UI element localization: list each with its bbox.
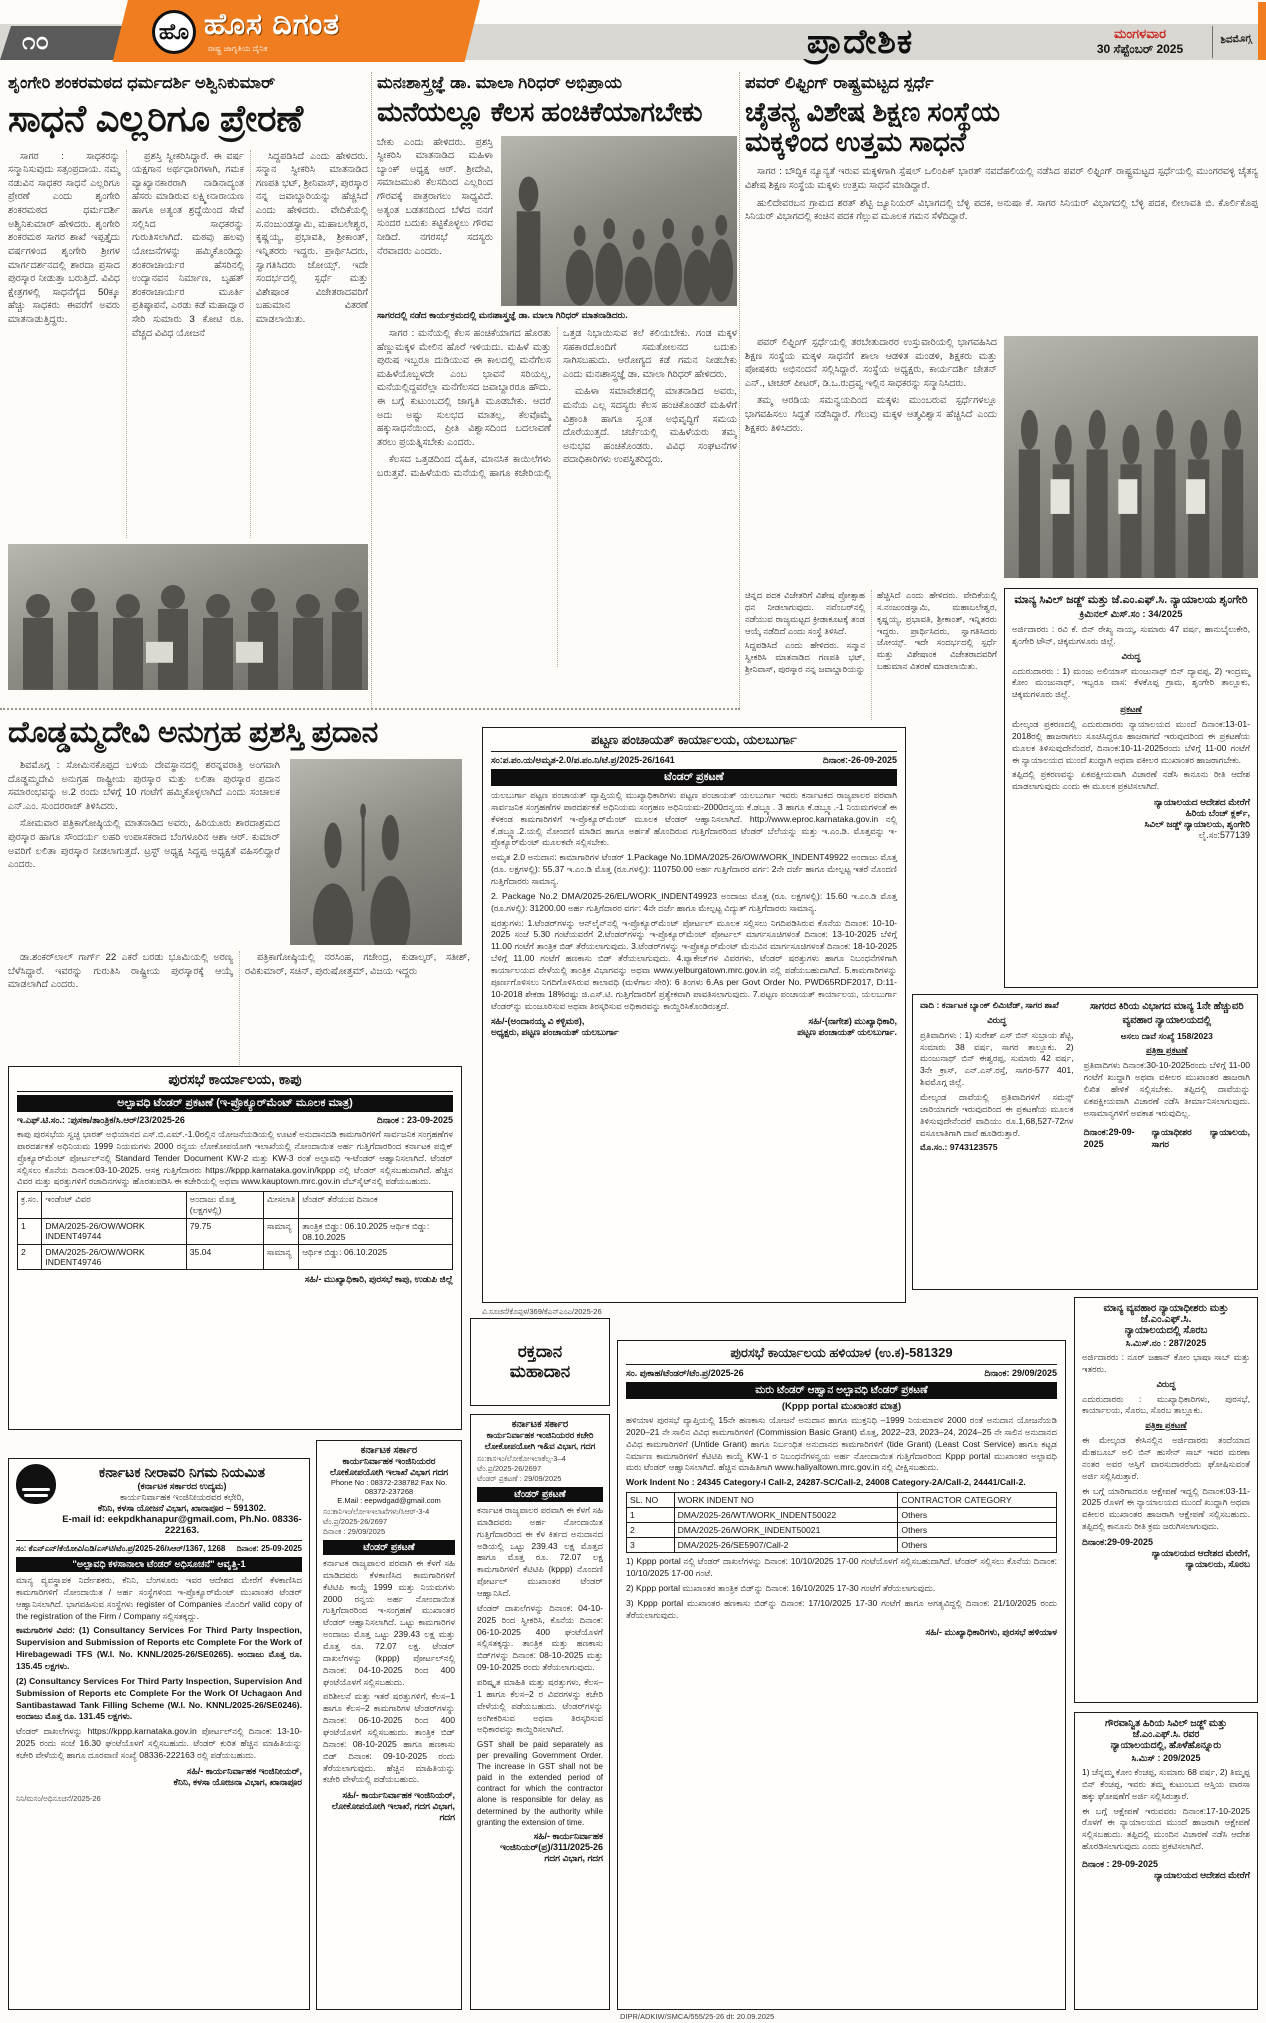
paragraph: ತಮ್ಮ ಆರಡಿಯ ಸಮನ್ವಯದಿಂದ ಮಕ್ಕಳು ಮುಂಬರುವ ಸ್ಪರ್ಧೆಗಳಲ್ಲೂ ಭಾಗವಹಿಸಲು ಸಿದ್ಧತೆ ನಡೆಸಿದ್ದಾರೆ. ಗೆಲುವು ಮಕ್ಕಳ ಆತ್ಮವಿಶ್ವಾಸ ಹೆಚ್ಚಿಸಿದೆ ಎಂದು ಶಿಕ್ಷಕರು ತಿಳಿಸಿದರು. <box>745 395 997 434</box>
column-rule <box>739 72 740 708</box>
tender-paragraph: ಯಲಬುರ್ಗಾ ಪಟ್ಟಣ ಪಂಚಾಯತ್ ವ್ಯಾಪ್ತಿಯಲ್ಲಿ ಮುಖ್ಯಾಧಿಕಾರಿಗಳು ಪಟ್ಟಣ ಪಂಚಾಯತ್ ಯಲಬುರ್ಗಾ ಇವರು ಕರ್ನಾಟಕದ ರಾಜ್ಯಪಾಲರ ಪರವಾಗಿ ಸಾರ್ವಜನಿಕ ಸಂಗ್ರಹಣೆಗಳ ಪಾರದರ್ಶಕತೆ ಅಧಿನಿಯಮ ಸಂಗ್ರಹಣ ಅಧಿನಿಯಮ-2000ದನ್ವಯ ಕೆ.ಡಬ್ಲ್ಯೂ. 3 ಹಾಗೂ ಕೆ.ಡಬ್ಲ್ಯೂ.-1 ನಿಯಮಗಳಂತೆ ಈ ಕೆಳಕಂಡ ಕಾಮಗಾರಿಗಳಿಗೆ ಇ-ಪ್ರೊಕ್ಯೂರ್‌ಮೆಂಟ್ ಮೂಲಕ ಟೆಂಡರ್ ಆಹ್ವಾನಿಸಲಾಗಿದೆ. http://www.eproc.karnataka.gov.in ನಲ್ಲಿ ಕೆ.ಡಬ್ಲ್ಯೂ.2.ಯಲ್ಲಿ ನೋಂದಣಿ ಮಾಡಿದ ಹಾಗೂ ಅರ್ಹತೆ ಹೊಂದಿರುವ ಗುತ್ತಿಗೆದಾರರಿಂದ ಟೆಂಡರ್ ಬೆಲೆಯನ್ನು ಮತ್ತು ಇ.ಎಂ.ಡಿ. ಮೊತ್ತವನ್ನು ಇ-ಪ್ರೊಕ್ಯೂರ್‌ಮೆಂಟ್ ಮೂಲಕವೇ ಸಲ್ಲಿಸಬೇಕು. <box>491 790 897 848</box>
tender-office: ಪಟ್ಟಣ ಪಂಚಾಯತ್ ಕಾರ್ಯಾಲಯ, ಯಲಬುರ್ಗಾ <box>491 732 897 752</box>
notice-vs: ವಿರುದ್ಧ <box>987 1014 1007 1025</box>
tender-signature: ಸಹಿ/- ಕಾರ್ಯನಿರ್ವಾಹಕ ಇಂಜಿನೀಯರ್, <box>186 1765 302 1776</box>
tender-note: 1) Kppp portal ನಲ್ಲಿ ಟೆಂಡರ್ ದಾಖಲೆಗಳನ್ನು ದಿನಾಂಕ: 10/10/2025 17-00 ಗಂಟೆಯೊಳಗೆ ಸಲ್ಲಿಸಬಹುದಾಗಿದೆ. ಟೆಂಡರ್ ಸಲ್ಲಿಸಲು ಕೊನೆಯ ದಿನಾಂಕ: 10/10/2025 17-00 ಗಂಟೆ. <box>626 1556 1057 1579</box>
tender-bar: ಮರು ಟೆಂಡರ್ ಆಹ್ವಾನ ಅಲ್ಪಾವಧಿ ಟೆಂಡರ್ ಪ್ರಕಟಣೆ <box>626 1382 1057 1399</box>
tender-paragraph: ಪರಿಷ್ಕೃತ ಮಾಹಿತಿ ಮತ್ತು ಷರತ್ತುಗಳು, ಕೆಲಸ–1 ಹಾಗೂ ಕೆಲಸ–2 ರ ವಿವರಗಳನ್ನು ಕಚೇರಿ ವೇಳೆಯಲ್ಲಿ ಪಡೆಯಬಹುದು. ಟೆಂಡರ್‌ಗಳನ್ನು ಅಂಗೀಕರಿಸುವ ಅಥವಾ ತಿರಸ್ಕರಿಸುವ ಅಧಿಕಾರವನ್ನು ಕಾಯ್ದಿರಿಸಲಾಗಿದೆ. <box>477 1677 603 1735</box>
article-dodamma <box>8 716 470 1071</box>
notice-phone: Phone No : 08372-238782 Fax No. 08372-237268 <box>330 1478 448 1496</box>
notice-defendant: ಪ್ರತಿವಾದಿಗಳು : 1) ಸುರೇಶ್ ಎಸ್ ಬಿನ್ ಸುಬ್ರಾಯ ಶೆಟ್ಟಿ, ಸುಮಾರು 38 ವರ್ಷ, ಸಾಗರ ತಾಲ್ಲೂಕು. 2) ಮಂಜುನಾಥ್ ಬಿನ್ ಈಶ್ವರಪ್ಪ, ಸುಮಾರು 42 ವರ್ಷ, 3ನೇ ಕ್ರಾಸ್, ಎನ್.ಎಸ್.ರಸ್ತೆ, ಸಾಗರ-577 401, ಶಿವಮೊಗ್ಗ ಜಿಲ್ಲೆ. <box>920 1029 1074 1088</box>
table-row <box>627 1508 1057 1523</box>
tender-paragraph: ಟೆಂಡರ್ ದಾಖಲೆಗಳನ್ನು ದಿನಾಂಕ: 04-10-2025 ರಿಂದ ಸ್ವೀಕರಿಸಿ, ಕೊನೆಯ ದಿನಾಂಕ: 06-10-2025 400 ಘಂಟೆಯೊಳಗೆ ಸಲ್ಲಿಸತಕ್ಕದ್ದು. ತಾಂತ್ರಿಕ ಮತ್ತು ಹಣಕಾಸು ಬಿಡ್‌ಗಳನ್ನು ದಿನಾಂಕ: 08-10-2025 ಮತ್ತು 09-10-2025 ರಂದು ತೆರೆಯಲಾಗುವುದು. <box>477 1602 603 1673</box>
article-headline <box>745 98 1258 157</box>
tender-note: 3) Kppp portal ಮುಖಾಂತರ ಹಣಕಾಸು ಬಿಡ್‌ನ್ನು ದಿನಾಂಕ: 17/10/2025 17-30 ಗಂಟೆಗೆ ಹಾಗೂ ಅಗತ್ಯವಿದ್ದಲ್ಲಿ ದಿನಾಂಕ: 21/10/2025 ರಂದು ತೆರೆಯಲಾಗುವುದು. <box>626 1597 1057 1620</box>
tender-signature: ಸಹಿ/- ಕಾರ್ಯನಿರ್ವಾಹಕ ಇಂಜಿನಿಯರ್(ಪ್ರ)/311/2025-26 <box>500 1830 603 1852</box>
tender-date: ದಿನಾಂಕ : 29/09/2025 <box>323 1527 386 1536</box>
paragraph: ಸೋಮವಾರ ಪತ್ರಿಕಾಗೋಷ್ಠಿಯಲ್ಲಿ ಮಾತನಾಡಿದ ಅವರು, ಹಿರಿಯೂರು ಶಾರದಾಶ್ರಮದ ಪುರಸ್ಕಾರ ಹಾಗೂ ಸೌಂದರ್ಯ ಲಹರಿ ಉಪಾಸಕರಾದ ಬೆಂಗಳೂರಿನ ಆಶಾ ಆರ್. ಕುಮಾರ್ ಅವರಿಗೆ ಲಲಿತಾ ಪುರಸ್ಕಾರ ನೀಡಲಾಗುತ್ತದೆ. ಟ್ರಸ್ಟ್ ಅಧ್ಯಕ್ಷ ಸಿದ್ದಪ್ಪ ಅಧ್ಯಕ್ಷತೆ ವಹಿಸಲಿದ್ದಾರೆ ಎಂದರು. <box>8 818 280 871</box>
notice-title: ಸಾಗರದ ಕಿರಿಯ ವಿಭಾಗದ ಮಾನ್ಯ 1ನೇ ಹೆಚ್ಚುವರಿ ವ್ಯವಹಾರ ನ್ಯಾಯಾಲಯದಲ್ಲಿ <box>1089 1001 1244 1026</box>
notice-date: ದಿನಾಂಕ : 29-09-2025 <box>1082 1859 1159 1870</box>
notice-title: ಗೌರವಾನ್ವಿತ ಹಿರಿಯ ಸಿವಿಲ್ ಜಡ್ಜ್ ಮತ್ತು ಜೆ.ಎಂ.ಎಫ್.ಸಿ. ರವರ <box>1105 1718 1227 1740</box>
notice-applicant: ಅರ್ಜಿದಾರರು : ರವಿ ಕೆ. ಬಿನ್ ರೇಖ್ಯ ನಾಯ್ಕ, ಸುಮಾರು 47 ವರ್ಷ, ಹಾನುಬೈಲುಕೇರಿ, ಶೃಂಗೇರಿ ಟೌನ್, ಚಿಕ್ಕಮಗಳೂರು ಜಿಲ್ಲೆ. <box>1012 624 1250 646</box>
tender-office: ಪುರಸಭೆ ಕಾರ್ಯಾಲಯ, ಕಾಪು <box>17 1071 453 1092</box>
paragraph: ಸಾಗರ : ಸಾಧಕರನ್ನು ಸನ್ಮಾನಿಸುವುದು ಸತ್ಸಂಪ್ರದಾಯ. ನಮ್ಮ ನಡುವಿನ ಸಾಧಕರ ಸಾಧನೆ ಎಲ್ಲರಿಗೂ ಪ್ರೇರಣೆ ಎಂದು ಶೃಂಗೇರಿ ಶಂಕರಮಠದ ಧರ್ಮದರ್ಶಿ ಅಶ್ವಿನಿಕುಮಾರ್ ಹೇಳಿದರು. ಶೃಂಗೇರಿ ಶಂಕರಮಠ ಸಾಗರ ಶಾಖೆ ಇಪ್ಪತ್ತೈದು ವರ್ಷಗಳಿಂದ ಶೃಂಗೇರಿ ಶ್ರೀಗಳ ಮಾರ್ಗದರ್ಶನದಲ್ಲಿ ಶಾರದಾ ಪ್ರಸಾದ ಪುರಸ್ಕಾರ ನೀಡುತ್ತಾ ಬರುತ್ತಿದೆ. ವಿವಿಧ ಕ್ಷೇತ್ರಗಳಲ್ಲಿ ಸಾಧನೆಗೈದ 50ಕ್ಕೂ ಹೆಚ್ಚು ಸಾಧಕರು ಈವರೆಗೆ ಅವರು ಮಾತನಾಡುತ್ತಿದ್ದರು. <box>8 150 120 325</box>
tender-bar: ಟೆಂಡರ್ ಪ್ರಕಟಣೆ <box>477 1487 603 1502</box>
tender-signature: ಸಹಿ/- ಕಾರ್ಯನಿರ್ವಾಹಕ ಇಂಜಿನಿಯರ್, <box>342 1790 455 1801</box>
notice-govt: ಕರ್ನಾಟಕ ಸರ್ಕಾರ <box>360 1445 418 1456</box>
page-footer-code: DIPR/ADKIW/SMCA/555/25-26 dt: 20.09.2025 <box>620 2012 775 2021</box>
masthead-divider <box>1212 26 1213 58</box>
court-notice-soraba <box>1074 1297 1258 1703</box>
table-cell: Others <box>898 1538 1057 1553</box>
table-row <box>18 1245 453 1270</box>
tender-yelburga <box>482 727 906 1303</box>
tender-note: 2) Kppp portal ಮುಖಾಂತರ ತಾಂತ್ರಿಕ ಬಿಡ್‌ನ್ನು ದಿನಾಂಕ: 16/10/2025 17-30 ಗಂಟೆಗೆ ತೆರೆಯಲಾಗುವುದು. <box>626 1582 936 1593</box>
notice-case-number: ಕ್ರಿಮಿನಲ್ ಮಿಸ್.ಸಂ : 34/2025 <box>1079 609 1183 620</box>
table-cell: 79.75 <box>186 1219 263 1245</box>
tender-signature: ಸಹಿ/-(ನಾಗೇಶ) ಮುಖ್ಯಾಧಿಕಾರಿ, <box>808 1016 897 1027</box>
tender-table <box>626 1492 1057 1553</box>
tender-ref: ಸಂ:ಕಾಸಇಂ/ಲೋಕೋಇಲಾಕೆಲ್ಸ-3–4 ಟೆಂ.ಪ್ರ/2025-26/2697 <box>477 1454 566 1473</box>
tender-date: ದಿನಾಂಕ : 23-09-2025 <box>376 1115 453 1125</box>
table-header: ಟೆಂಡರ್ ತೆರೆಯುವ ದಿನಾಂಕ <box>299 1192 453 1219</box>
notice-case-number: ಸಿ.ಮಿಸ್.ನಂ : 287/2025 <box>1125 1338 1207 1348</box>
tender-date: ದಿನಾಂಕ: 25-09-2025 <box>236 1544 302 1553</box>
table-header: CONTRACTOR CATEGORY <box>898 1493 1057 1508</box>
article-body-bottom <box>8 951 470 1071</box>
paragraph: ಬೇಕು ಎಂದು ಹೇಳಿದರು. ಪ್ರಶಸ್ತಿ ಸ್ವೀಕರಿಸಿ ಮಾತನಾಡಿದ ಮಹಿಳಾ ಬ್ಯಾಂಕ್ ಅಧ್ಯಕ್ಷ ಆರ್. ಶ್ರೀದೇವಿ, ಸಮಾಜಮುಖಿ ಕೆಲಸದಿಂದ ಎಲ್ಲರಿಂದ ಗೌರವಕ್ಕೆ ಪಾತ್ರರಾಗಲು ಸಾಧ್ಯವಿದೆ. ಅತ್ಯಂತ ಬಡತನದಿಂದ ಬೆಳೆದ ನನಗೆ ಸುಂದರ ಬದುಕು ಕಟ್ಟಿಕೊಳ್ಳಲು ಗೌರವ ನೀಡಿದೆ. ನಗರಸಭೆ ಸದಸ್ಯರು ನೆರವಾದರು ಎಂದರು. <box>377 136 493 257</box>
paragraph: ಪತ್ರಿಕಾಗೋಷ್ಠಿಯಲ್ಲಿ ನರಸಿಂಹ, ಗಜೇಂದ್ರ, ಕುಡಾಲ್ಕರ್, ಸತೀಶ್, ರವಿಕುಮಾರ್, ಸಚಿನ್, ಪುರುಷೋತ್ತಮ್, ವಿಜಯ ಇದ್ದರು <box>245 952 470 977</box>
table-cell: DMA/2025-26/SE5907/Call-2 <box>674 1538 898 1553</box>
notice-vs: ವಿರುದ್ಧ <box>1121 650 1141 661</box>
headline-line: ಮಕ್ಕಳಿಂದ ಉತ್ತಮ ಸಾಧನೆ <box>745 126 966 157</box>
tender-signature: ಸಹಿ/- ಮುಖ್ಯಾಧಿಕಾರಿಗಳು, ಪುರಸಭೆ ಹಳಿಯಾಳ <box>925 1627 1057 1638</box>
tender-paragraph: ಕರ್ನಾಟಕ ರಾಜ್ಯಪಾಲರ ಪರವಾಗಿ ಈ ಕೆಳಗೆ ಸಹಿ ಮಾಡಿದವರು ಕೆಳಕಾಣಿಸಿದ ಕಾಮಗಾರಿಗಳಿಗೆ ಕೆಟಿಟಿಪಿ ಕಾಯ್ದೆ 1999 ಮತ್ತು ನಿಯಮಗಳು 2000 ರನ್ವಯ ಅರ್ಹ ನೋಂದಾಯಿತ ಗುತ್ತಿಗೆದಾರರಿಂದ ಇ-ಸಂಗ್ರಹಣೆ ಮುಖಾಂತರ ಟೆಂಡರ್ ಆಹ್ವಾನಿಸಲಾಗಿದೆ. ಒಟ್ಟು ಕಾಮಗಾರಿಗಳ ಅಂದಾಜು ಮೊತ್ತ ಒಟ್ಟು 239.43 ಲಕ್ಷ ಮತ್ತು ಮೊತ್ತ ರೂ. 72.07 ಲಕ್ಷ. ಟೆಂಡರ್ ದಾಖಲೆಗಳನ್ನು (kppp) ಪೋರ್ಟಲ್‌ನಲ್ಲಿ ದಿನಾಂಕ: 04-10-2025 ರಿಂದ 400 ಘಂಟೆಯೊಳಗೆ ಸಲ್ಲಿಸಬಹುದು. <box>323 1558 455 1687</box>
court-notice-holehonnur <box>1074 1712 1258 2010</box>
notice-title: ನ್ಯಾಯಾಲಯದಲ್ಲಿ ಸೊರಬ <box>1124 1325 1208 1336</box>
tender-paragraph: ಷರತ್ತುಗಳು: 1.ಟೆಂಡರ್‌ಗಳನ್ನು ಆನ್‌ಲೈನ್‌ನಲ್ಲಿ ಇ-ಪ್ರೊಕ್ಯೂರ್‌ಮೆಂಟ್ ಪೋರ್ಟಲ್ ಮೂಲಕ ಸಲ್ಲಿಸಲು ನಿಗದಿಪಡಿಸಿರುವ ಕೊನೆಯ ದಿನಾಂಕ: 10-10-2025 ಸಂಜೆ 5.30 ಗಂಟೆಯವರೆಗೆ 2.ಟೆಂಡರ್‌ಗಳನ್ನು ಇ-ಪ್ರೊಕ್ಯೂರ್‌ಮೆಂಟ್ ಪೋರ್ಟಲ್ ಮಾರ್ಗಸೂಚಿಗಳಂತೆ ದಿನಾಂಕ: 13-10-2025 ಬೆಳಿಗ್ಗೆ 11.00 ಗಂಟೆಗೆ ತಾಂತ್ರಿಕ ಬಿಡ್ ತೆರೆಯಲಾಗುವುದು. 3.ಟೆಂಡರ್‌ಗಳನ್ನು ಇ-ಪ್ರೊಕ್ಯೂರ್‌ಮೆಂಟ್ ಮೆನುವಿನ ಮಾರ್ಗಸೂಚಿಗಳಂತೆ ದಿನಾಂಕ: 18-10-2025 ಬೆಳಿಗ್ಗೆ 11.00 ಗಂಟೆಗೆ ಹಣಕಾಸು ಬಿಡ್ ತೆರೆಯಲಾಗುವುದು. 4.ಪ್ಯಾಕೇಜ್‌ಗಳ ವಿವರಗಳು, ಟೆಂಡರ್ ಷರತ್ತುಗಳು ಹಾಗೂ ನಿಬಂಧನೆಗಳಿಗಾಗಿ ಕಾರ್ಯಾಲಯದ ವೇಳೆಯಲ್ಲಿ ತಾಂತ್ರಿಕ ವಿಭಾಗವನ್ನು ಅಥವಾ www.yelburgatown.mrc.gov.in ನಲ್ಲಿ ಪಡೆಯಬಹುದಾಗಿದೆ. 5.ಕಾಮಗಾರಿಗಳನ್ನು ಪೂರ್ಣಗೊಳಿಸಲು ನಿಗದಿಗೊಳಿಸಿರುವ ಕಾಲಾವಧಿ (ಮಳೆಗಾಲ ಸೇರಿ): 6 ತಿಂಗಳು 6.As per Govt Order No. PWD65RDF2017, D:11-10-2018 ಶೇಕಡಾ 18%ರಷ್ಟು ಜಿ.ಎಸ್.ಟಿ. ಗುತ್ತಿಗೆದಾರರಿಗೆ ಪ್ರತ್ಯೇಕವಾಗಿ ಪಾವತಿಸಲಾಗುವುದು. 7.ಪಟ್ಟಣ ಪಂಚಾಯತ್ ಕಾರ್ಯಾಲಯ, ಯಲಬುರ್ಗಾ ಟೆಂಡರ್‌ನ್ನು ಮಂಜೂರಿಸುವ ಅಥವಾ ತಿರಸ್ಕರಿಸುವ ಅಧಿಕಾರವನ್ನು ಕಾಯ್ದಿರಿಸಿಕೊಂಡಿರುತ್ತದೆ. <box>491 917 897 1011</box>
table-header: ಅಂದಾಜು ಮೊತ್ತ (ಲಕ್ಷಗಳಲ್ಲಿ) <box>186 1192 263 1219</box>
notice-respondent: ಎದುರುದಾರರು : 1) ಮಂಜು ಅಲಿಯಾಸ್ ಮಂಜುನಾಥ್ ಬಿನ್ ದ್ಯಾವಪ್ಪ, 2) ಇಂದ್ರಮ್ಮ ಕೋಂ ಮಂಜುನಾಥ್, ಇಬ್ಬರೂ ವಾಸ: ಕೆಳಕೊಪ್ಪ ಗ್ರಾಮ, ಶೃಂಗೇರಿ ತಾಲ್ಲೂಕು, ಚಿಕ್ಕಮಗಳೂರು ಜಿಲ್ಲೆ. <box>1012 665 1250 700</box>
notice-body: ಮೇಲ್ಕಂಡ ಪ್ರಕರಣದಲ್ಲಿ ಎದುರುದಾರರು ನ್ಯಾಯಾಲಯದ ಮುಂದೆ ದಿನಾಂಕ:13-01-2018ರಲ್ಲಿ ಹಾಜರಾಗಲು ಸೂಚಿಸಿದ್ದರೂ ಹಾಜರಾಗದೆ ಇರುವುದರಿಂದ ಈ ಪ್ರಕಟಣೆಯ ಮೂಲಕ ತಿಳಿಸುವುದೇನೆಂದರೆ, ದಿನಾಂಕ:10-11-2025ರಂದು ಬೆಳಿಗ್ಗೆ 11-00 ಗಂಟೆಗೆ ಈ ನ್ಯಾಯಾಲಯದ ಮುಂದೆ ಖುದ್ದಾಗಿ ಅಥವಾ ವಕೀಲರ ಮುಖಾಂತರ ಹಾಜರಾಗಬೇಕು. <box>1012 719 1250 765</box>
notice-office: ಲೋಕೋಪಯೋಗಿ ಇಲಾಖೆ ವಿಭಾಗ ಗದಗ <box>329 1467 449 1477</box>
notice-subhead: ಪತ್ರಿಕಾ ಪ್ರಕಟಣೆ <box>1145 1420 1187 1431</box>
notice-body: ಪ್ರತಿವಾದಿಗಳು ದಿನಾಂಕ:30-10-2025ರಂದು ಬೆಳಿಗ್ಗೆ 11-00 ಗಂಟೆಗೆ ಖುದ್ದಾಗಿ ಅಥವಾ ವಕೀಲರ ಮುಖಾಂತರ ಹಾಜರಾಗಿ ಲಿಖಿತ ಹೇಳಿಕೆ ಸಲ್ಲಿಸಬೇಕು. ತಪ್ಪಿದಲ್ಲಿ ದಾವೆಯನ್ನು ಏಕಪಕ್ಷೀಯವಾಗಿ ವಿಚಾರಣೆ ನಡೆಸಿ ತೀರ್ಮಾನಿಸಲಾಗುವುದು. ಅಸಾಮಾನ್ಯಗಳಿಗೆ ಅವಕಾಶ ಇರುವುದಿಲ್ಲ. <box>1083 1060 1250 1118</box>
article-power-continuation <box>745 590 997 720</box>
tender-paragraph: ಕರ್ನಾಟಕ ರಾಜ್ಯಪಾಲರ ಪರವಾಗಿ ಈ ಕೆಳಗೆ ಸಹಿ ಮಾಡಿದವರು ಅರ್ಹ ನೋಂದಾಯಿತ ಗುತ್ತಿಗೆದಾರರಿಂದ ಈ ಕೆಳ ಕಿರ್ತದ ಅನುದಾನದ ಅಡಿಯಲ್ಲಿ ಒಟ್ಟು 239.43 ಲಕ್ಷ ಮೊತ್ತದ ಹಾಗೂ ಮೊತ್ತ ರೂ. 72.07 ಲಕ್ಷ ಕಾಮಗಾರಿಗಳಿಗೆ ಕೆಟಿಟಿಪಿ (kppp) ನೊಂದಣಿ ಪೋರ್ಟಲ್ ಮುಖಾಂತರ ಟೆಂಡರ್ ಆಹ್ವಾನಿಸಿದೆ. <box>477 1505 603 1599</box>
paragraph: ಸಾಗರ : ಬೌದ್ಧಿಕ ನ್ಯೂನ್ಯತೆ ಇರುವ ಮಕ್ಕಳಿಗಾಗಿ ಸ್ಪೆಷಲ್ ಒಲಿಂಪಿಕ್ ಭಾರತ್ ನವದೆಹಲಿಯಲ್ಲಿ ನಡೆಸಿದ ಪವರ್ ಲಿಫ್ಟಿಂಗ್ ರಾಷ್ಟ್ರಮಟ್ಟದ ಸ್ಪರ್ಧೆಯಲ್ಲಿ ಮುಂಗರವಳ್ಳಿ ಚೈತನ್ಯ ವಿಶೇಷ ಶಿಕ್ಷಣ ಸಂಸ್ಥೆಯ ಮಕ್ಕಳು ಉತ್ತಮ ಸಾಧನೆ ಮಾಡಿದ್ದಾರೆ. <box>745 166 1258 191</box>
article-mane <box>377 74 737 667</box>
table-cell: 2 <box>627 1523 675 1538</box>
table-cell: DMA/2025-26/OW/WORK INDENT49746 <box>42 1245 186 1270</box>
tender-paragraph: ಟೆಂಡರ್ ದಾಖಲೆಗಳನ್ನು https://kppp.karnataka.gov.in ಪೋರ್ಟಲ್‌ನಲ್ಲಿ ದಿನಾಂಕ: 13-10-2025 ರಂದು ಸಂಜೆ 16.30 ಘಂಟೆಯೊಳಗೆ ಸಲ್ಲಿಸಬಹುದು. ಟೆಂಡರ್ ಕುರಿತ ಹೆಚ್ಚಿನ ಮಾಹಿತಿಯನ್ನು ಕಚೇರಿ ವೇಳೆಯಲ್ಲಿ ಹಾಗೂ ದೂರವಾಣಿ ಸಂಖ್ಯೆ 08336-222163 ರಲ್ಲಿ ಪಡೆಯಬಹುದು. <box>16 1726 302 1761</box>
notice-body: ಮೇಲ್ಕಂಡ ದಾವೆಯಲ್ಲಿ ಪ್ರತಿವಾದಿಗಳಿಗೆ ಸಮನ್ಸ್ ಜಾರಿಯಾಗದೇ ಇರುವುದರಿಂದ ಈ ಪ್ರಕಟಣೆಯ ಮೂಲಕ ತಿಳಿಸುವುದೇನೆಂದರೆ ವಾದಿಯು ರೂ.1,68,527-72ಗಳ ವಸೂಲಾತಿಗಾಗಿ ದಾವೆ ಹೂಡಿರುತ್ತಾರೆ. <box>920 1092 1074 1138</box>
page-number: ೧೦ <box>22 28 49 55</box>
table-cell: ತಾಂತ್ರಿಕ ಬಿಡ್ಡು: 06.10.2025 ಆರ್ಥಿಕ ಬಿಡ್ಡು: 08.10.2025 <box>299 1219 453 1245</box>
notice-body: 1) ಚೆನ್ನಮ್ಮ ಕೋಂ ಕೆಂಚಪ್ಪ, ಸುಮಾರು 68 ವರ್ಷ, 2) ತಿಮ್ಮಪ್ಪ ಬಿನ್ ಕೆಂಚಪ್ಪ, ಇವರು ತಮ್ಮ ಕುಟುಂಬದ ಆಸ್ತಿಯ ವಾರಸಾ ಹಕ್ಕು ಘೋಷಣೆಗೆ ಅರ್ಜಿ ಸಲ್ಲಿಸಿರುತ್ತಾರೆ. <box>1082 1767 1250 1801</box>
article-intro <box>745 165 1258 315</box>
tender-work-indents: Work Indent No : 24345 Category-I Call-2, 24287-SC/Call-2, 24008 Category-2A/Call-2, 24441/Call-2. <box>626 1477 1026 1488</box>
notice-right-column <box>1084 1000 1250 1284</box>
table-cell: 35.04 <box>186 1245 263 1270</box>
notice-signature: ನ್ಯಾಯಾಲಯದ ಆದೇಶದ ಮೇರೆಗೆ, <box>1151 1548 1250 1559</box>
tender-ref: ಸಂ. ಪುಕಾಹ/ಟೆಂಡರ್/ಟೆಂ.ಪ್ರ/2025-26 <box>626 1368 744 1378</box>
notice-body: ಈ ಮೇಲ್ಕಂಡ ಕೇಸಿನಲ್ಲಿನ ಅರ್ಜಿದಾರರು ತಂದೆಯಾದ ಮೆಹಬೂಬ್ ಅಲಿ ಬಿನ್ ಹುಸೇನ್ ಸಾಬ್ ಇವರ ಮರಣಾ ನಂತರ ಅವರ ಆಸ್ತಿಗೆ ವಾರಸುದಾರರೆಂದು ಘೋಷಿಸುವಂತೆ ಅರ್ಜಿ ಸಲ್ಲಿಸಿರುತ್ತಾರೆ. <box>1082 1435 1250 1481</box>
column-rule <box>371 72 372 708</box>
notice-body: ಈ ಬಗ್ಗೆ ಆಕ್ಷೇಪಣೆ ಇರುವವರು ದಿನಾಂಕ:17-10-2025 ರೊಳಗೆ ಈ ನ್ಯಾಯಾಲಯದ ಮುಂದೆ ಹಾಜರಾಗಿ ಆಕ್ಷೇಪಣೆ ಸಲ್ಲಿಸಬಹುದು. ತಪ್ಪಿದಲ್ಲಿ ಮುಂದಿನ ವಿಚಾರಣೆ ನಡೆಸಿ ಆದೇಶ ಹೊರಡಿಸಲಾಗುವುದು ಎಂದು ಪ್ರಕಟಿಸಲಾಗಿದೆ. <box>1082 1805 1250 1852</box>
notice-body: ತಪ್ಪಿದಲ್ಲಿ ಪ್ರಕರಣವನ್ನು ಏಕಪಕ್ಷೀಯವಾಗಿ ವಿಚಾರಣೆ ನಡೆಸಿ ಕಾನೂನು ರೀತಿ ಆದೇಶ ಮಾಡಲಾಗುವುದು ಎಂದು ಈ ಮೂಲಕ ಪ್ರಕಟಿಸಲಾಗಿದೆ. <box>1012 769 1250 792</box>
notice-govt: ಕರ್ನಾಟಕ ಸರ್ಕಾರ <box>511 1419 569 1430</box>
notice-pwd-gadag <box>316 1440 462 2010</box>
tender-paragraph: ಮಾನ್ಯ ವ್ಯವಸ್ಥಾಪಕ ನಿರ್ದೇಶಕರು, ಕೆನಿನಿ, ಬೆಂಗಳೂರು ಇವರ ಆದೇಶದ ಮೇರೆಗೆ ಕೆಳಕಾಣಿಸಿದ ಕಾಮಗಾರಿಗಳಿಗೆ ನೋಂದಾಯಿತ / ಅರ್ಹ ಸಂಸ್ಥೆಗಳಿಂದ ಇ-ಪ್ರೊಕ್ಯೂರ್‌ಮೆಂಟ್ ಮುಖಾಂತರ ಟೆಂಡರ್ ಆಹ್ವಾನಿಸಲಾಗಿದೆ. ಭಾಗವಹಿಸುವ ಸಂಸ್ಥೆಗಳು register of Companies ನೊಂದಿಗೆ valid copy of the registration of the Firm / Company ಸಲ್ಲಿಸತಕ್ಕದ್ದು. <box>16 1575 302 1621</box>
notice-case-number: ಸಿ.ಮಿಸ್ : 209/2025 <box>1131 1753 1201 1763</box>
masthead-edition: ಶಿವಮೊಗ್ಗ <box>1220 32 1252 47</box>
article-power-columns <box>745 336 997 578</box>
tender-bar: ಟೆಂಡರ್ ಪ್ರಕಟಣೆ <box>323 1540 455 1555</box>
table-cell: Others <box>898 1523 1057 1538</box>
notice-pwd-division <box>470 1414 610 2010</box>
paragraph: ಚಿನ್ನದ ಪದಕ ವಿಜೇತರಿಗೆ ವಿಶೇಷ ಪ್ರೋತ್ಸಾಹ ಧನ ನೀಡಲಾಗುವುದು. ನವೆಂಬರ್‌ನಲ್ಲಿ ನಡೆಯುವ ರಾಜ್ಯಮಟ್ಟದ ಕ್ರೀಡಾಕೂಟಕ್ಕೆ ತಂಡ ಆಯ್ಕೆ ನಡೆದಿದೆ ಎಂದು ಸಂಸ್ಥೆ ತಿಳಿಸಿದೆ. <box>745 590 865 636</box>
paragraph: ಸಿದ್ದಪಡಿಸಿದೆ ಎಂದು ಹೇಳಿದರು. ಸನ್ಮಾನ ಸ್ವೀಕರಿಸಿ ಮಾತನಾಡಿದ ಗಣಪತಿ ಭಟ್, ಶ್ರೀನಿವಾಸ್, ಪುರಸ್ಕಾರ ನನ್ನ ಜವಾಬ್ದಾರಿಯನ್ನು ಹೆಚ್ಚಿಸಿದೆ ಎಂದು ಹೇಳಿದರು. ವೇದಿಕೆಯಲ್ಲಿ ಸ.ನಂಜುಂಡಸ್ವಾಮಿ, ಮಹಾಬಲೇಶ್ವರ, ಕೃಷ್ಣಯ್ಯ, ಪ್ರಭಾವತಿ, ಶ್ರೀಕಾಂತ್, ಇನ್ನಿತರರು ಇದ್ದರು. ಪ್ರಾರ್ಥಿಸಿದರು, ಸ್ವಾಗತಿಸಿದರು ಜೋಯ್ಸ್. ಇದೇ ಸಂದರ್ಭದಲ್ಲಿ ಸ್ಪರ್ಧೆ ಮತ್ತು ವಿಶೇಷಾಂಕ ವಿಜೇತರಾದವರಿಗೆ ಬಹುಮಾನ ವಿತರಣೆ ಮಾಡಲಾಯಿತು. <box>256 150 368 325</box>
article-kicker: ಪವರ್ ಲಿಫ್ಟಿಂಗ್ ರಾಷ್ಟ್ರಮಟ್ಟದ ಸ್ಪರ್ಧೆ <box>745 74 934 92</box>
tender-footnote: ನಿನಿ/ಮಸಂ/ಅಧಿಸೂಚನೆ/2025-26 <box>16 1793 101 1803</box>
tender-ref: ಸಂ: ಕೆಎನ್‌ಎನ್/ಕೆಯೋವಿ/ಎಡಿ/ಎಸ್‌ಟಿ/ಟೆಂ.ಪ್ರ/2025-26/ಸಿಆರ್/1367, 1268 <box>16 1544 226 1553</box>
tender-signature: ಲೋಕೋಪಯೋಗಿ ಇಲಾಖೆ, ಗದಗ ವಿಭಾಗ, ಗದಗ <box>331 1801 455 1823</box>
notice-signature: ಹಿರಿಯ ಬೆಂಚ್ ಕ್ಲರ್ಕ್, <box>1185 808 1250 819</box>
table-cell: 3 <box>627 1538 675 1553</box>
notice-applicant: ಅರ್ಜಿದಾರರು : ನೂರ್ ಜಹಾನ್ ಕೋಂ ಭಾಷಾ ಸಾಬ್ ಮತ್ತು ಇತರರು. <box>1082 1352 1250 1374</box>
tender-signature: ಅಧ್ಯಕ್ಷರು, ಪಟ್ಟಣ ಪಂಚಾಯತ್ ಯಲಬುರ್ಗಾ <box>491 1027 619 1038</box>
article-photo-award-group <box>8 544 368 690</box>
tender-office: ಪುರಸಭೆ ಕಾರ್ಯಾಲಯ ಹಳಿಯಾಳ (ಉ.ಕ)-581329 <box>626 1345 1057 1365</box>
notice-title: ನ್ಯಾಯಾಲಯದಲ್ಲಿ, ಹೊಳೆಹೊನ್ನೂರು <box>1110 1740 1222 1751</box>
tender-bar: ಅಲ್ಪಾವಧಿ ಟೆಂಡರ್ ಪ್ರಕಟಣೆ (ಇ-ಪ್ರೊಕ್ಯೂರ್‌ಮೆಂಟ್ ಮೂಲಕ ಮಾತ್ರ) <box>17 1095 453 1112</box>
paragraph: ಹುಲಿದೇವರಬನ ಗ್ರಾಮದ ಶರತ್ ಶೆಟ್ಟಿ ಜ್ಯೂನಿಯರ್ ವಿಭಾಗದಲ್ಲಿ ಬೆಳ್ಳಿ ಪದಕ, ಅನುಷಾ ಕೆ. ಸಾಗರ ಸಿನಿಯರ್ ವಿಭಾಗದಲ್ಲಿ ಬೆಳ್ಳಿ ಪದಕ, ಲೀಲಾವತಿ ಬಿ. ಕೊರ್ಲಿಕೊಪ್ಪ ಸಿನಿಯರ್ ವಿಭಾಗದಲ್ಲಿ ಕಂಚಿನ ಪದಕ ಗೆಲ್ಲುವ ಮೂಲಕ ಗಮನ ಸೆಳೆದಿದ್ದಾರೆ. <box>745 197 1258 223</box>
table-cell: 1 <box>627 1508 675 1523</box>
article-photo-speaker <box>501 136 737 306</box>
headline-line: ಚೈತನ್ಯ ವಿಶೇಷ ಶಿಕ್ಷಣ ಸಂಸ್ಥೆಯ <box>745 96 1000 127</box>
ad-subtitle: (ಕರ್ನಾಟಕ ಸರ್ಕಾರದ ಉದ್ಯಮ) <box>137 1481 227 1491</box>
article-sadhane <box>8 74 368 690</box>
knn-logo-icon <box>16 1464 56 1504</box>
notice-date: ದಿನಾಂಕ:29-09-2025 <box>1082 1537 1154 1548</box>
tender-ref: ಸಂ:ಕಾನಿಇಂ/ಲೋಇಇಲಾಖೆಗಳು/ಸಿಆರ್-3-4 ಟೆಂ.ಪ್ರ/2025-26/2697 <box>323 1507 430 1526</box>
tender-paragraph: 2. Package No.2 DMA/2025-26/EL/WORK_INDENT49923 ಅಂದಾಜು ಮೊತ್ತ (ರೂ. ಲಕ್ಷಗಳಲ್ಲಿ): 15.60 ಇ.ಎಂ.ಡಿ ಮೊತ್ತ (ರೂ.ಗಳಲ್ಲಿ): 31200.00 ಅರ್ಹ ಗುತ್ತಿಗೆದಾರರ ವರ್ಗ: 4ನೇ ದರ್ಜೆ ಹಾಗೂ ಮೇಲ್ಪಟ್ಟ ವಿದ್ಯುತ್ ಗುತ್ತಿಗೆದಾರರು ಸಾಮಾನ್ಯ. <box>491 890 897 913</box>
tender-signature: ಸಹಿ/-(ಅಂದಾನಯ್ಯ ವಿ ಕಳ್ಳಿಮಠ), <box>491 1016 585 1027</box>
tender-bar: ಟೆಂಡರ್ ಪ್ರಕಟಣೆ <box>491 769 897 786</box>
table-header: ಕ್ರ.ಸಂ. <box>18 1192 42 1219</box>
ad-subtitle: ಕಾರ್ಯನಿರ್ವಾಹಕ ಇಂಜಿನೀಯರವರ ಕಛೇರಿ, <box>120 1492 244 1502</box>
paragraph: ಡಾ.ಶಂಕರ್‌ಲಾಲ್ ಗಾರ್ಗ್ 22 ಎಕರೆ ಬರಡು ಭೂಮಿಯಲ್ಲಿ ಅರಣ್ಯ ಬೆಳೆಸಿದ್ದಾರೆ. ಇವರನ್ನು ಗುರುತಿಸಿ ರಾಷ್ಟ್ರೀಯ ಪುರಸ್ಕಾರಕ್ಕೆ ಆಯ್ಕೆ ಮಾಡಲಾಗಿದೆ ಎಂದರು. <box>8 952 233 991</box>
photo-caption: ಸಾಗರದಲ್ಲಿ ನಡೆದ ಕಾರ್ಯಕ್ರಮದಲ್ಲಿ ಮನಃಶಾಸ್ತ್ರಜ್ಞೆ ಡಾ. ಮಾಲಾ ಗಿರಿಧರ್ ಮಾತನಾಡಿದರು. <box>377 309 628 320</box>
ad-title: ಕರ್ನಾಟಕ ನೀರಾವರಿ ನಿಗಮ ನಿಯಮಿತ <box>98 1464 266 1480</box>
notice-order-line: ನ್ಯಾಯಾಲಯದ ಆದೇಶದ ಮೇರೆಗೆ <box>1154 797 1250 808</box>
article-body <box>8 150 368 538</box>
notice-vs: ವಿರುದ್ಧ <box>1156 1378 1176 1389</box>
tender-date: ಟೆಂಡರ್ ಪ್ರಕಟಣೆ : 29/09/2025 <box>477 1474 562 1483</box>
article-kicker: ಮನಃಶಾಸ್ತ್ರಜ್ಞೆ ಡಾ. ಮಾಲಾ ಗಿರಿಧರ್ ಅಭಿಪ್ರಾಯ <box>377 74 623 92</box>
tender-bar: "ಅಲ್ಪಾವಧಿ ಕಳಸಾನಾಲಾ ಟೆಂಡರ್ ಅಧಿಸೂಚನೆ" ಆವೃತ್ತಿ-1 <box>16 1557 302 1572</box>
article-body-left <box>8 759 280 945</box>
notice-phone: ಮೊ.ಸಂ.: 9743123575 <box>920 1142 998 1153</box>
tender-signature: ಪಟ್ಟಣ ಪಂಚಾಯತ್ ಯಲಬುರ್ಗಾ. <box>797 1027 897 1038</box>
table-header: WORK INDENT NO <box>674 1493 898 1508</box>
notice-office: ಲೋಕೋಪಯೋಗಿ ಇ&ವ ವಿಭಾಗ, ಗದಗ <box>484 1441 596 1451</box>
tender-ref: ಸಂ:ಪ.ಪಂ.ಯ/ಅಮೃತ-2.0/ಪ.ಪಂ.ನಿ/ಟೆ.ಪ್ರ/2025-26/1641 <box>491 755 675 765</box>
notice-email: E.Mail : eepwdgad@gmail.com <box>337 1496 441 1505</box>
masthead-day: ಮಂಗಳವಾರ <box>1113 26 1167 41</box>
tender-date: ದಿನಾಂಕ:-26-09-2025 <box>822 755 897 765</box>
table-header-row <box>18 1192 453 1219</box>
masthead <box>0 0 1266 64</box>
page-number-slab <box>0 26 129 60</box>
notice-left-column <box>920 1000 1074 1284</box>
paragraph: ಶಿವಮೊಗ್ಗ : ಸೋಮಿನಕೊಪ್ಪದ ಬಳಿಯ ದೇವಸ್ಥಾನದಲ್ಲಿ ಶರನ್ನವರಾತ್ರಿ ಅಂಗವಾಗಿ ದೊಡ್ಡಮ್ಮದೇವಿ ಅನುಗ್ರಹ ರಾಷ್ಟ್ರೀಯ ಪುರಸ್ಕಾರ ಮತ್ತು ಲಲಿತಾ ಪುರಸ್ಕಾರ ಪ್ರದಾನ ಸಮಾರಂಭವನ್ನು ಅ.2 ರಂದು ಬೆಳಗ್ಗೆ 10 ಗಂಟೆಗೆ ಹಮ್ಮಿಕೊಳ್ಳಲಾಗಿದೆ ಎಂದು ಸಂಚಾಲಕ ಎನ್.ಎಂ. ಸುಂದರರಾಜ್ ತಿಳಿಸಿದರು. <box>8 760 280 812</box>
notice-office: ಕಾರ್ಯನಿರ್ವಾಹಕ ಇಂಜಿನಿಯರರ ಕಚೇರಿ <box>486 1430 594 1440</box>
section-title: ಪ್ರಾದೇಶಿಕ <box>806 23 914 61</box>
logo-tagline: ರಾಷ್ಟ್ರ ಜಾಗೃತಿಯ ದೈನಿಕ <box>208 44 268 53</box>
tender-paragraph: ಪರಿಶೀಲನೆ ಮತ್ತು ಇತರೆ ಷರತ್ತುಗಳಿಗೆ, ಕೆಲಸ–1 ಹಾಗೂ ಕೆಲಸ–2 ಕಾಮಗಾರಿಗಳ ಟೆಂಡರ್‌ಗಳನ್ನು ದಿನಾಂಕ: 06-10-2025 ರಿಂದ 400 ಘಂಟೆಯೊಳಗೆ ಸಲ್ಲಿಸಬಹುದು. ತಾಂತ್ರಿಕ ಬಿಡ್ ದಿನಾಂಕ: 08-10-2025 ಹಾಗೂ ಹಣಕಾಸು ಬಿಡ್ ದಿನಾಂಕ: 09-10-2025 ರಂದು ತೆರೆಯಲಾಗುವುದು. ಹೆಚ್ಚಿನ ಮಾಹಿತಿಯನ್ನು ಕಚೇರಿ ವೇಳೆಯಲ್ಲಿ ಪಡೆಯಬಹುದು. <box>323 1691 455 1785</box>
paragraph: ಪ್ರಶಸ್ತಿ ಸ್ವೀಕರಿಸಿದ್ದಾರೆ. ಈ ವರ್ಷ ಯಕ್ಷಗಾನ ಅರ್ಥಧಾರಿಗಳಾಗಿ, ಗಮಕ ವ್ಯಾಖ್ಯಾನಕಾರರಾಗಿ ನಾಡಿನಾದ್ಯಂತ ಹೆಸರು ಮಾಡಿರುವ ಲಕ್ಷ್ಮೀನಾರಾಯಣ ಹಾಗೂ ಅತ್ಯಂತ ಶ್ರದ್ಧೆಯಿಂದ ಸೇವೆ ಸಲ್ಲಿಸಿದ ಸಾಧಕರನ್ನು ಗುರುತಿಸಲಾಗಿದೆ. ಮಠವು ಹಲವು ಯೋಜನೆಗಳನ್ನು ಹಮ್ಮಿಕೊಂಡಿದ್ದು ಶಂಕರಾಚಾರ್ಯರ ಹೆಸರಿನಲ್ಲಿ ಉದ್ಯಾನವನ ನಿರ್ಮಾಣ, ಬೃಹತ್ ಶಂಕರಾಚಾರ್ಯರ ಮೂರ್ತಿ ಪ್ರತಿಷ್ಠಾಪನೆ, ಎರಡು ಕಡೆ ಮಹಾದ್ವಾರ ಸೇರಿ ಸುಮಾರು 3 ಕೋಟಿ ರೂ. ವೆಚ್ಚದ ವಿವಿಧ ಯೋಜನೆ <box>132 150 244 339</box>
notice-office: ಕಾರ್ಯನಿರ್ವಾಹಕ ಇಂಜಿನಿಯರರ <box>342 1456 436 1466</box>
court-notice-sringeri <box>1004 588 1258 988</box>
blood-donation-line: ಮಹಾದಾನ <box>509 1362 571 1381</box>
notice-plaintiff: ವಾದಿ : ಕರ್ನಾಟಕ ಬ್ಯಾಂಕ್ ಲಿಮಿಟೆಡ್, ಸಾಗರ ಶಾಖೆ <box>920 1000 1059 1010</box>
notice-title: ಮಾನ್ಯ ಸಿವಿಲ್ ಜಡ್ಜ್ ಮತ್ತು ಜೆ.ಎಂ.ಎಫ್.ಸಿ. ನ್ಯಾಯಾಲಯ ಶೃಂಗೇರಿ <box>1014 594 1248 606</box>
table-header: SL. NO <box>627 1493 675 1508</box>
court-notice-sagara <box>912 994 1258 1290</box>
tender-paragraph: ಕಾಪು ಪುರಸಭೆಯ ಸ್ವಚ್ಛ ಭಾರತ್ ಅಭಿಯಾನದ ಎಸ್.ಬಿ.ಎಮ್.-1.0ರಲ್ಲಿನ ಯೋಜನೆಯಡಿಯಲ್ಲಿ ಊಟಕೆ ಅನುದಾನದಡಿ ಕಾಮಗಾರಿಗಳಿಗೆ ಸಾರ್ವಜನಿಕ ಸಂಗ್ರಹಣೆಗಳ ಪಾರದರ್ಶಕತೆ ಅಧಿನಿಯಮ 1999 ನಿಯಮಗಳು 2000 ರನ್ವಯ ಲೋಕೋಪಯೋಗಿ ಇಲಾಖೆಯಲ್ಲಿ ನೋಂದಾಯಿತ ಅರ್ಹ ಗುತ್ತಿಗೆದಾರರಿಂದ ಕರ್ನಾಟಕ ಪಬ್ಲಿಕ್ ಪ್ರೊಕ್ಯೂರ್‌ಮೆಂಟ್ ಪೋರ್ಟಲ್‌ನಲ್ಲಿ Standard Tender Document KW-2 ಮತ್ತು KW-3 ರಂತೆ ಅಲ್ಪಾವಧಿ ಇ-ಟೆಂಡರ್ ಆಹ್ವಾನಿಸಲಾಗಿದೆ. ಟೆಂಡರ್ ಸಲ್ಲಿಸಲು ಕೊನೆಯ ದಿನಾಂಕ:03-10-2025. ಆಸಕ್ತ ಗುತ್ತಿಗೆದಾರರು https://kppp.karnataka.gov.in/kppp ನಲ್ಲಿ ಟೆಂಡರ್ ಸಲ್ಲಿಸಬಹುದಾಗಿದೆ. ಹೆಚ್ಚಿನ ವಿವರ ಮತ್ತು ಷರತ್ತುಗಳಿಗೆ ರಜಾದಿನಗಳನ್ನು ಹೊರತುಪಡಿಸಿ ಈ ಕಚೇರಿಯಲ್ಲಿ ಅಥವಾ www.kauptown.mrc.gov.in ವೆಬ್‌ಸೈಟ್‌ನಲ್ಲಿ ಪಡೆಯಬಹುದು. <box>17 1129 453 1187</box>
notice-signature: ಸಿವಿಲ್ ಜಡ್ಜ್ ನ್ಯಾಯಾಲಯ, ಶೃಂಗೇರಿ <box>1144 819 1250 830</box>
table-cell: Others <box>898 1508 1057 1523</box>
logo-icon: ಹೊ <box>152 10 196 54</box>
tender-paragraph: (2) Consultancy Services For Third Party Inspection, Supervision And Submission of Reports etc Complete For the Work Of Uchagaon And Santibastawad Tank Filling Scheme (W.I. No. KNNL/2025-26/SE0246). ಅಂದಾಜು ಮೊತ್ತ ರೂ. 131.45 ಲಕ್ಷಗಳು. <box>16 1675 302 1722</box>
tender-ref: ಇ.ಎಫ್.ಟಿ.ಸಂ.: :ಪುಸಕಾ/ತಾಂತ್ರಿಕ/ಸಿ.ಆರ್/23/2025-26 <box>17 1115 185 1125</box>
paragraph: ಸಾಗರ : ಮನೆಯಲ್ಲಿ ಕೆಲಸ ಹಂಚಿಕೆಯಾಗದ ಹೊರತು ಹೆಣ್ಣುಮಕ್ಕಳ ಮೇಲಿನ ಹೊರೆ ಇಳಿಯದು. ಮಹಿಳೆ ಮತ್ತು ಪುರುಷ ಇಬ್ಬರೂ ದುಡಿಯುವ ಈ ಕಾಲದಲ್ಲಿ ಮನೆಗೆಲಸ ಮಹಿಳೆಯೊಬ್ಬಳದೇ ಎಂಬ ಭಾವನೆ ಸರಿಯಲ್ಲ, ಮನೆಯಲ್ಲಿದ್ದವರೆಲ್ಲಾ ಮನೆಗೆಲಸದ ಜವಾಬ್ದಾರರೂ ಹೌದು. ಈ ಬಗ್ಗೆ ಕುಟುಂಬದಲ್ಲಿ ಜಾಗೃತಿ ಮೂಡಬೇಕು. ಆದರೆ ಅದು ಅಷ್ಟು ಸುಲಭದ ಮಾತಲ್ಲ, ಕೆಲವೊಮ್ಮೆ ಹಕ್ಕುಸಾಧನೆಯಿಂದ, ಪ್ರೀತಿ ವಿಶ್ವಾಸದಿಂದ ಬದಲಾವಣೆ ತರಲು ಪ್ರಯತ್ನಿಸಬೇಕು ಎಂದರು. <box>377 327 551 448</box>
notice-signature: ನ್ಯಾಯಾಧೀಶರ ನ್ಯಾಯಾಲಯ, ಸಾಗರ <box>1151 1126 1250 1150</box>
ad-subtitle: ಕೆನಿನಿ, ಕಳಸಾ ಯೋಜನೆ ವಿಭಾಗ, ಖಾನಾಪೂರ – 591302. <box>97 1503 267 1513</box>
tender-date: ದಿನಾಂಕ: 29/09/2025 <box>984 1368 1057 1378</box>
article-photo-medal-winners <box>1004 336 1258 578</box>
notice-signature: ನ್ಯಾಯಾಲಯ, ಸೊರಬ <box>1185 1559 1250 1570</box>
tender-table <box>17 1191 453 1270</box>
article-headline: ದೊಡ್ಡಮ್ಮದೇವಿ ಅನುಗ್ರಹ ಪ್ರಶಸ್ತಿ ಪ್ರದಾನ <box>8 716 378 749</box>
article-headline: ಮನೆಯಲ್ಲೂ ಕೆಲಸ ಹಂಚಿಕೆಯಾಗಬೇಕು <box>377 96 703 127</box>
logo-title: ಹೊಸ ದಿಗಂತ <box>204 8 341 41</box>
tender-paragraph: ಅಮೃತ 2.0 ಅನುದಾನ: ಕಾಮಾಗಾರಿಗಳ ಟೆಂಡರ್ 1.Package No.1DMA/2025-26/OW/WORK_INDENT49922 ಅಂದಾಜು ಮೊತ್ತ (ರೂ. ಲಕ್ಷಗಳಲ್ಲಿ): 55.37 ಇ.ಎಂ.ಡಿ ಮೊತ್ತ (ರೂ.ಗಳಲ್ಲಿ): 110750.00 ಅರ್ಹ ಗುತ್ತಿಗೆದಾರರ ವರ್ಗ: 2ನೇ ದರ್ಜೆ ಹಾಗೂ ಮೇಲ್ಪಟ್ಟ ಇತರೆ ನೊಂದಣಿ ಗುತ್ತಿಗೆದಾರರು ಸಾಮಾನ್ಯ. <box>491 852 897 887</box>
ad-contact: E-mail id: eekpdkhanapur@gmail.com, Ph.No. 08336-222163. <box>62 1514 302 1536</box>
table-row <box>627 1538 1057 1553</box>
masthead-date: 30 ಸೆಪ್ಟೆಂಬರ್ 2025 <box>1096 42 1184 56</box>
paragraph: ಮಹಿಳಾ ಸಮಾವೇಶದಲ್ಲಿ ಮಾತನಾಡಿದ ಅವರು, ಮನೆಯ ಎಲ್ಲ ಸದಸ್ಯರು ಕೆಲಸ ಹಂಚಿಕೊಂಡರೆ ಮಹಿಳೆಗೆ ವಿಶ್ರಾಂತಿ ಹಾಗೂ ಸ್ವಂತ ಅಭಿವೃದ್ಧಿಗೆ ಸಮಯ ದೊರೆಯುತ್ತದೆ. ಚರ್ಚೆಯಲ್ಲಿ ಮಹಿಳೆಯರು ತಮ್ಮ ಅನುಭವ ಹಂಚಿಕೊಂಡರು. ವಿವಿಧ ಸಂಘಟನೆಗಳ ಪದಾಧಿಕಾರಿಗಳು ಉಪಸ್ಥಿತರಿದ್ದರು. <box>563 386 737 466</box>
article-body <box>377 327 737 667</box>
paragraph: ಸಿದ್ದಪಡಿಸಿದೆ ಎಂದು ಹೇಳಿದರು. ಸನ್ಮಾನ ಸ್ವೀಕರಿಸಿ ಮಾತನಾಡಿದ ಗಣಪತಿ ಭಟ್, ಶ್ರೀನಿವಾಸ್, ಪುರಸ್ಕಾರ ನನ್ನ ಜವಾಬ್ದಾರಿಯನ್ನು ಹೆಚ್ಚಿಸಿದೆ ಎಂದು ಹೇಳಿದರು. ವೇದಿಕೆಯಲ್ಲಿ ಸ.ನಂಜುಂಡಸ್ವಾಮಿ, ಮಹಾಬಲೇಶ್ವರ, ಕೃಷ್ಣಯ್ಯ, ಪ್ರಭಾವತಿ, ಶ್ರೀಕಾಂತ್, ಇನ್ನಿತರರು ಇದ್ದರು. ಪ್ರಾರ್ಥಿಸಿದರು, ಸ್ವಾಗತಿಸಿದರು ಜೋಯ್ಸ್. ಇದೇ ಸಂದರ್ಭದಲ್ಲಿ ಸ್ಪರ್ಧೆ ಮತ್ತು ವಿಶೇಷಾಂಕ ವಿಜೇತರಾದವರಿಗೆ ಬಹುಮಾನ ವಿತರಣೆ ಮಾಡಲಾಯಿತು. <box>745 590 997 675</box>
tender-haliyal <box>617 1340 1066 2010</box>
notice-signature: ನ್ಯಾಯಾಲಯದ ಆದೇಶದ ಮೇರೆಗೆ <box>1154 1870 1250 1881</box>
table-header-row <box>627 1493 1057 1508</box>
notice-subhead: ಪ್ರಕಟಣೆ <box>1120 704 1142 715</box>
table-cell: ಆರ್ಥಿಕ ಬಿಡ್ಡು: 06.10.2025 <box>299 1245 453 1270</box>
paragraph: ಕೆಲಸದ ಒತ್ತಡದಿಂದ ದೈಹಿಕ, ಮಾನಸಿಕ ಕಾಯಿಲೆಗಳು ಬರುತ್ತವೆ. ಮಹಿಳೆಯರು ಮನೆಯಲ್ಲಿ ಹಾಗೂ ಕಚೇರಿಯಲ್ಲಿ ಒತ್ತಡ ನಿಭಾಯಿಸುವ ಕಲೆ ಕಲಿಯಬೇಕು. ಗಂಡ ಮಕ್ಕಳ ಸಹಕಾರದೊಂದಿಗೆ ಸಮತೋಲನದ ಬದುಕು ಸಾಗಿಸಬಹುದು. ಆರೋಗ್ಯದ ಕಡೆ ಗಮನ ನೀಡಬೇಕು ಎಂದು ಮನಃಶಾಸ್ತ್ರಜ್ಞೆ ಡಾ. ಮಾಲಾ ಗಿರಿಧರ್ ಹೇಳಿದರು. <box>377 327 737 479</box>
notice-title: ಮಾನ್ಯ ವ್ಯವಹಾರ ನ್ಯಾಯಾಧೀಶರು ಮತ್ತು ಜೆ.ಎಂ.ಎಫ್.ಸಿ. <box>1103 1303 1229 1325</box>
table-row <box>627 1523 1057 1538</box>
table-cell: 2 <box>18 1245 42 1270</box>
table-header: ಇಂಡೆಂಟ್ ವಿವರ <box>42 1192 186 1219</box>
table-cell: 1 <box>18 1219 42 1245</box>
article-photo-press-meet <box>290 759 462 945</box>
article-kicker: ಶೃಂಗೇರಿ ಶಂಕರಮಠದ ಧರ್ಮದರ್ಶಿ ಅಶ್ವಿನಿಕುಮಾರ್ <box>8 74 276 92</box>
ad-knn <box>8 1458 310 2010</box>
tender-paragraph: ಹಳಿಯಾಳ ಪುರಸಭೆ ವ್ಯಾಪ್ತಿಯಲ್ಲಿ 15ನೇ ಹಣಕಾಸು ಯೋಜನೆ ಅನುದಾನ ಹಾಗೂ ಮುಕ್ತನಿಧಿ –1999 ನಿಯಮಾವಳಿ 2000 ರಂತೆ ಅನುದಾನ ಯೋಜನೆಯಡಿ 2020–21 ನೇ ಸಾಲಿನ ವಿವಿಧ ಕಾಮಗಾರಿಗಳಿಗೆ (Commission Basic Grant) ಮೊತ್ತ, 2022–23, 2023–24, 2024–25 ನೇ ಸಾಲಿನ ಅನುದಾನದ ವಿವಿಧ ಕಾಮಗಾರಿಗಳಿಗೆ (Untide Grant) ಹಾಗೂ ನಿರ್ಬಂಧಿತ ಅನುದಾನದ ಕಾಮಗಾರಿಗಳಿಗೆ (tide Grant) (Least Cost Service) ಹಾಗೂ ಕಟ್ಟಡ ನಿರ್ಮಾಣ ಕಾಮಗಾರಿಗಳಿಗೆ ಕೆಟಿಟಿಪಿ ಕಾಯ್ದೆ KW-1 ರ ನಿಬಂಧನೆಗಳನ್ವಯ ಅರ್ಹ ನೋಂದಾಯಿತ ಗುತ್ತಿಗೆದಾರರಿಂದ Kppp portal ಮುಖಾಂತರ ಅಲ್ಪಾವಧಿ ಮರು ಟೆಂಡರ್ ಆಹ್ವಾನಿಸಲಾಗಿದೆ. ಹೆಚ್ಚಿನ ಮಾಹಿತಿಗಾಗಿ www.haliyaltown.mrc.gov.in ನಲ್ಲಿ ವೀಕ್ಷಿಸಬಹುದು. <box>626 1415 1057 1473</box>
notice-body: ಈ ಬಗ್ಗೆ ಯಾರಿಗಾದರೂ ಆಕ್ಷೇಪಣೆ ಇದ್ದಲ್ಲಿ ದಿನಾಂಕ:03-11-2025 ರೊಳಗೆ ಈ ನ್ಯಾಯಾಲಯದ ಮುಂದೆ ಖುದ್ದಾಗಿ ಅಥವಾ ವಕೀಲರ ಮುಖಾಂತರ ಹಾಜರಾಗಿ ಆಕ್ಷೇಪಣೆ ಸಲ್ಲಿಸಬಹುದು. ತಪ್ಪಿದಲ್ಲಿ ಕಾನೂನು ರೀತಿ ಕ್ರಮ ಜರುಗಿಸಲಾಗುವುದು. <box>1082 1485 1250 1532</box>
notice-license: ಲೈ.ಸಂ:577139 <box>1198 830 1250 841</box>
tender-gst-clause: GST shall be paid separately as per prevailing Government Order. The increase in GST shall not be paid in the extended period of contract for which the contractor alone is responsible for delay as determined by the authority while granting the extension of time. <box>477 1740 603 1827</box>
table-header: ಮೀಸಲಾತಿ <box>263 1192 298 1219</box>
tender-signature: ಗದಗ ವಿಭಾಗ, ಗದಗ <box>544 1852 603 1863</box>
table-cell: DMA/2025-26/OW/WORK INDENT49744 <box>42 1219 186 1245</box>
table-row <box>18 1219 453 1245</box>
notice-respondent: ಎದುರುದಾರರು : ಮುಖ್ಯಾಧಿಕಾರಿಗಳು, ಪುರಸಭೆ, ಕಾರ್ಯಾಲಯ, ಸೊರಬ, ಸೊರಬ ತಾಲ್ಲೂಕು. <box>1082 1393 1250 1416</box>
tender-bar-subline: (Kppp portal ಮುಖಾಂತರ ಮಾತ್ರ) <box>781 1401 902 1412</box>
article-headline: ಸಾಧನೆ ಎಲ್ಲರಿಗೂ ಪ್ರೇರಣೆ <box>8 97 303 139</box>
paragraph: ಪವರ್ ಲಿಫ್ಟಿಂಗ್ ಸ್ಪರ್ಧೆಯಲ್ಲಿ ತರಬೇತುದಾರರ ಉಸ್ತುವಾರಿಯಲ್ಲಿ ಭಾಗವಹಿಸಿದ ಶಿಕ್ಷಣ ಸಂಸ್ಥೆಯ ಮಕ್ಕಳ ಸಾಧನೆಗೆ ಶಾಲಾ ಆಡಳಿತ ಮಂಡಳಿ, ಶಿಕ್ಷಕರು ಮತ್ತು ಪೋಷಕರು ಅಭಿನಂದನೆ ಸಲ್ಲಿಸಿದ್ದಾರೆ. ಸಂಸ್ಥೆಯ ಅಧ್ಯಕ್ಷರು, ಕಾರ್ಯದರ್ಶಿ ಚೇತನ್ ಎನ್., ಟೀಚರ್ ಪೀಟರ್, ಡಿ.ಒ.ರುದ್ರವ್ವ ಇಲ್ಲಿನ ಸಾಧಕರನ್ನು ಸನ್ಮಾನಿಸಿದರು. <box>745 337 997 389</box>
table-cell: ಸಾಮಾನ್ಯ <box>263 1245 298 1270</box>
notice-subhead: ಪತ್ರಿಕಾ ಪ್ರಕಟಣೆ <box>1146 1045 1188 1056</box>
table-cell: DMA/2025-26/WORK_INDENT50021 <box>674 1523 898 1538</box>
notice-case-number: ಅಸಲು ದಾವೆ ಸಂಖ್ಯೆ 158/2023 <box>1120 1030 1213 1041</box>
tender-footnote: ವಿ.ಸೂಚನೆ/ಕೊಪ್ಪಳ/369/ಕೆಎನ್ಎಂಎ/2025-26 <box>482 1307 602 1316</box>
article-power <box>745 74 1258 315</box>
blood-donation-line: ರಕ್ತದಾನ <box>517 1342 563 1361</box>
tender-kapu <box>8 1066 462 1430</box>
notice-date: ದಿನಾಂಕ:29-09-2025 <box>1083 1126 1135 1150</box>
section-divider <box>0 708 740 710</box>
article-side-column <box>377 136 493 306</box>
masthead-corner <box>1258 2 1266 60</box>
tender-paragraph: ಕಾಮಗಾರಿಗಳ ವಿವರ: (1) Consultancy Services For Third Party Inspection, Supervision and Submission of Reports etc Complete For the Work of Hirebagewadi TFS (W.I. No. KNNL/2025-26/SE0265). ಅಂದಾಜು ಮೊತ್ತ ರೂ. 135.45 ಲಕ್ಷಗಳು. <box>16 1625 302 1672</box>
table-cell: ಸಾಮಾನ್ಯ <box>263 1219 298 1245</box>
tender-signature: ಕೆನಿನಿ, ಕಳಸಾ ಯೋಜನಾ ವಿಭಾಗ, ಖಾನಾಪೂರ <box>173 1776 302 1787</box>
table-cell: DMA/2025-26/WT/WORK_INDENT50022 <box>674 1508 898 1523</box>
tender-signature: ಸಹಿ/- ಮುಖ್ಯಾಧಿಕಾರಿ, ಪುರಸಭೆ ಕಾಪು, ಉಡುಪಿ ಜಿಲ್ಲೆ <box>304 1274 453 1285</box>
blood-donation-box <box>470 1318 610 1406</box>
